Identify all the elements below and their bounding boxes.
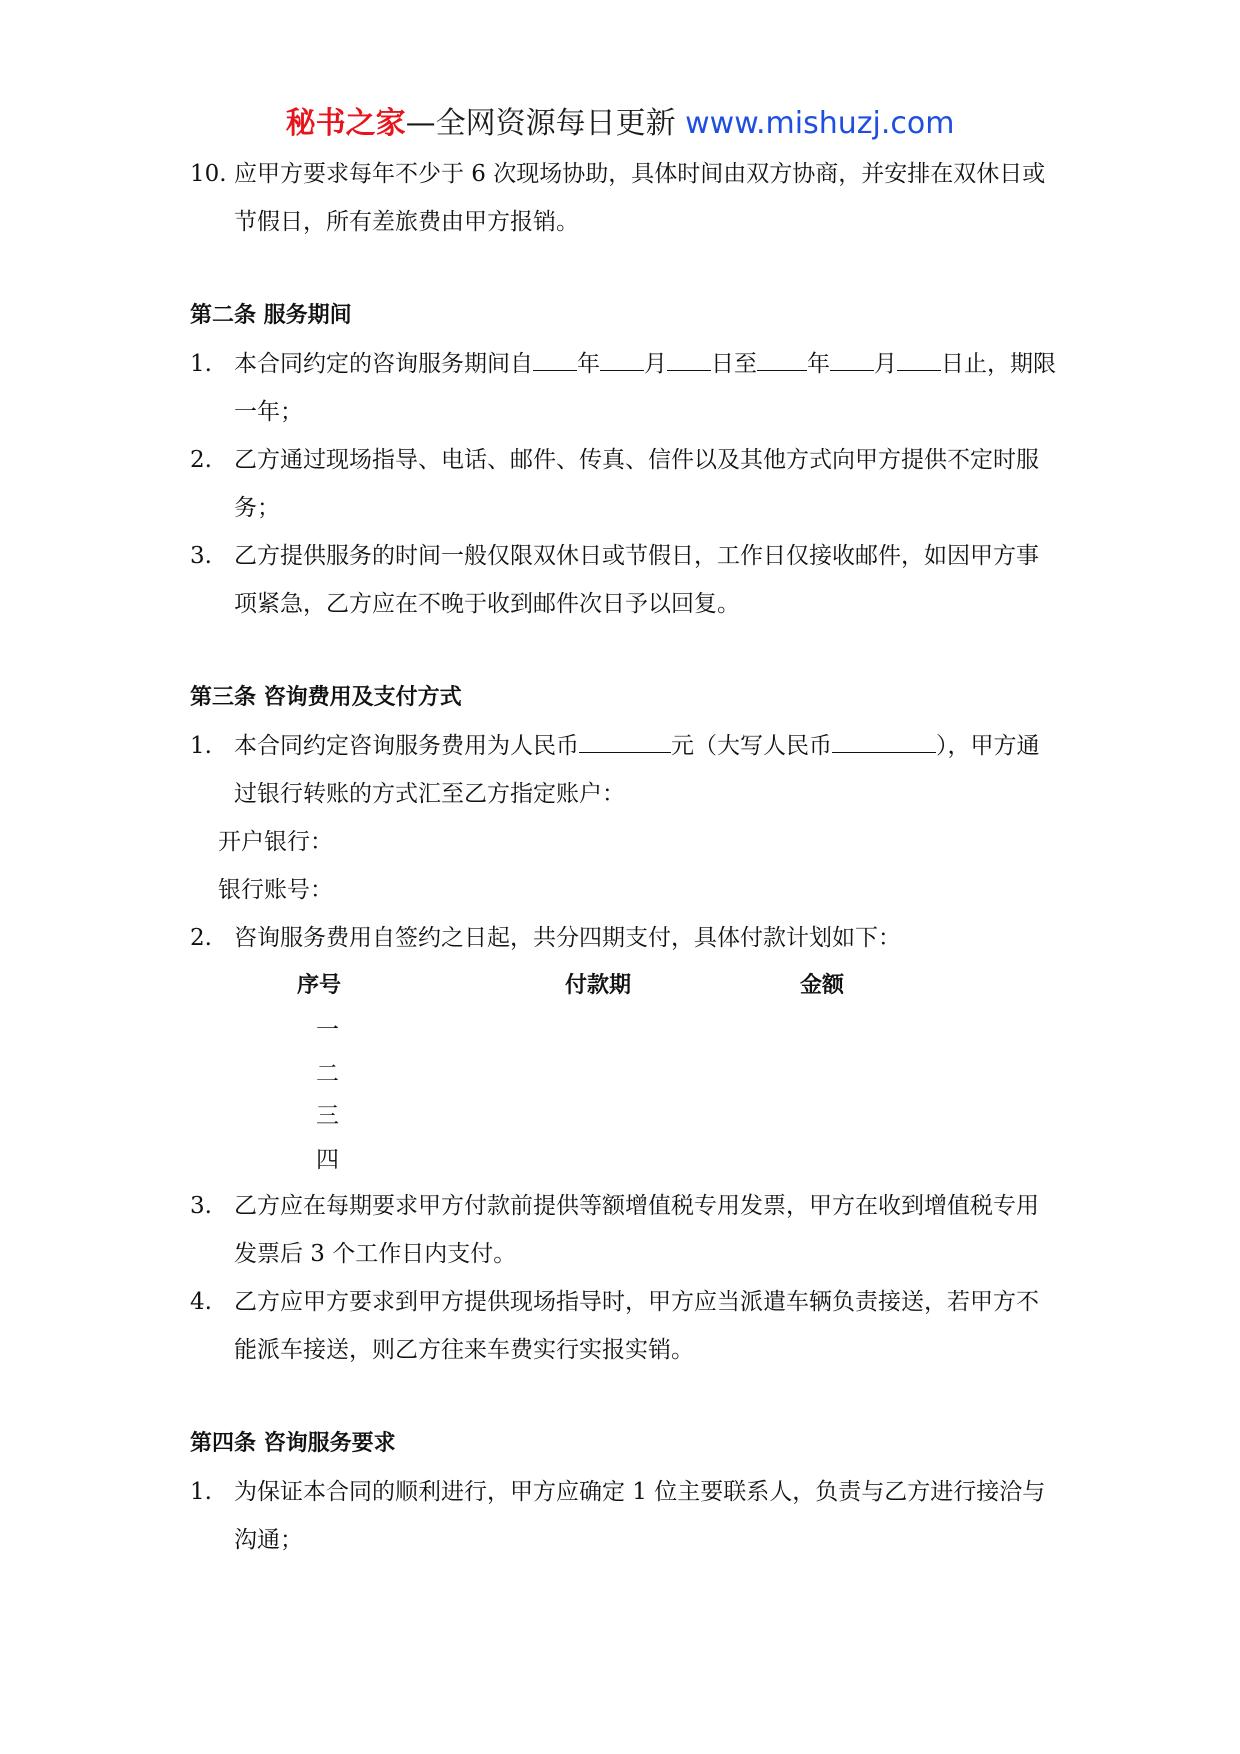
fill-blank[interactable] xyxy=(579,728,671,753)
list-item xyxy=(190,532,1060,628)
list-item xyxy=(190,436,1060,532)
spacer xyxy=(190,246,1060,292)
site-banner xyxy=(0,100,1240,148)
item-text: 本合同约定咨询服务费用为人民币 元（大写人民币 ），甲方通过银行转账的方式汇至乙方指定账户： xyxy=(234,722,1060,818)
item-number: 2. xyxy=(190,447,212,473)
item-number: 3. xyxy=(190,1193,212,1219)
item-number: 2. xyxy=(190,925,212,951)
payment-schedule-table xyxy=(190,962,1060,1182)
list-item xyxy=(190,1468,1060,1564)
table-row: 三 xyxy=(316,1103,339,1129)
table-row: 四 xyxy=(316,1147,339,1173)
bank-name-label: 开户银行： xyxy=(218,829,333,855)
spacer xyxy=(190,628,1060,674)
item-number: 1. xyxy=(190,351,212,377)
list-item xyxy=(190,1278,1060,1374)
bank-account-label: 银行账号： xyxy=(218,877,333,903)
fill-blank[interactable] xyxy=(600,346,644,371)
table-row: 一 xyxy=(316,1017,339,1043)
fill-blank[interactable] xyxy=(897,346,941,371)
banner-tagline: —全网资源每日更新 xyxy=(405,106,686,141)
banner-brand: 秘书之家 xyxy=(285,106,406,141)
list-item xyxy=(190,1182,1060,1278)
item-number: 3. xyxy=(190,543,212,569)
item-text: 为保证本合同的顺利进行，甲方应确定 1 位主要联系人，负责与乙方进行接洽与沟通； xyxy=(234,1479,1046,1553)
list-item xyxy=(190,340,1060,436)
fill-blank[interactable] xyxy=(667,346,711,371)
section-heading: 第二条 服务期间 xyxy=(190,303,352,328)
section-heading: 第四条 咨询服务要求 xyxy=(190,1431,396,1456)
item-text: 乙方应甲方要求到甲方提供现场指导时，甲方应当派遣车辆负责接送，若甲方不能派车接送，则乙方往来车费实行实报实销。 xyxy=(234,1289,1039,1363)
item-text: 乙方通过现场指导、电话、邮件、传真、信件以及其他方式向甲方提供不定时服务； xyxy=(234,447,1039,521)
list-item xyxy=(190,914,1060,962)
contract-body xyxy=(190,150,1060,1564)
fill-blank[interactable] xyxy=(533,346,577,371)
item-text: 乙方提供服务的时间一般仅限双休日或节假日，工作日仅接收邮件，如因甲方事项紧急，乙方应在不晚于收到邮件次日予以回复。 xyxy=(234,543,1039,617)
item-text: 乙方应在每期要求甲方付款前提供等额增值税专用发票，甲方在收到增值税专用发票后 3 个工作日内支付。 xyxy=(234,1193,1039,1267)
banner-url: www.mishuzj.com xyxy=(685,106,955,141)
fill-blank[interactable] xyxy=(832,728,936,753)
item-number: 4. xyxy=(190,1289,212,1315)
list-item xyxy=(190,150,1060,246)
item-number: 10. xyxy=(190,161,227,187)
item-number: 1. xyxy=(190,1479,212,1505)
table-header: 金额 xyxy=(800,973,845,998)
table-row: 二 xyxy=(316,1061,339,1087)
item-text: 应甲方要求每年不少于 6 次现场协助，具体时间由双方协商，并安排在双休日或节假日，所有差旅费由甲方报销。 xyxy=(234,161,1046,235)
table-header: 付款期 xyxy=(565,973,632,998)
fill-blank[interactable] xyxy=(757,346,807,371)
table-header: 序号 xyxy=(297,973,342,998)
section-heading: 第三条 咨询费用及支付方式 xyxy=(190,685,462,710)
spacer xyxy=(190,1374,1060,1420)
list-item xyxy=(190,722,1060,818)
item-number: 1. xyxy=(190,733,212,759)
item-text: 本合同约定的咨询服务期间自 年 月 日至 年 月 日止，期限一年； xyxy=(234,340,1060,436)
item-text: 咨询服务费用自签约之日起，共分四期支付，具体付款计划如下： xyxy=(234,925,901,951)
fill-blank[interactable] xyxy=(830,346,874,371)
